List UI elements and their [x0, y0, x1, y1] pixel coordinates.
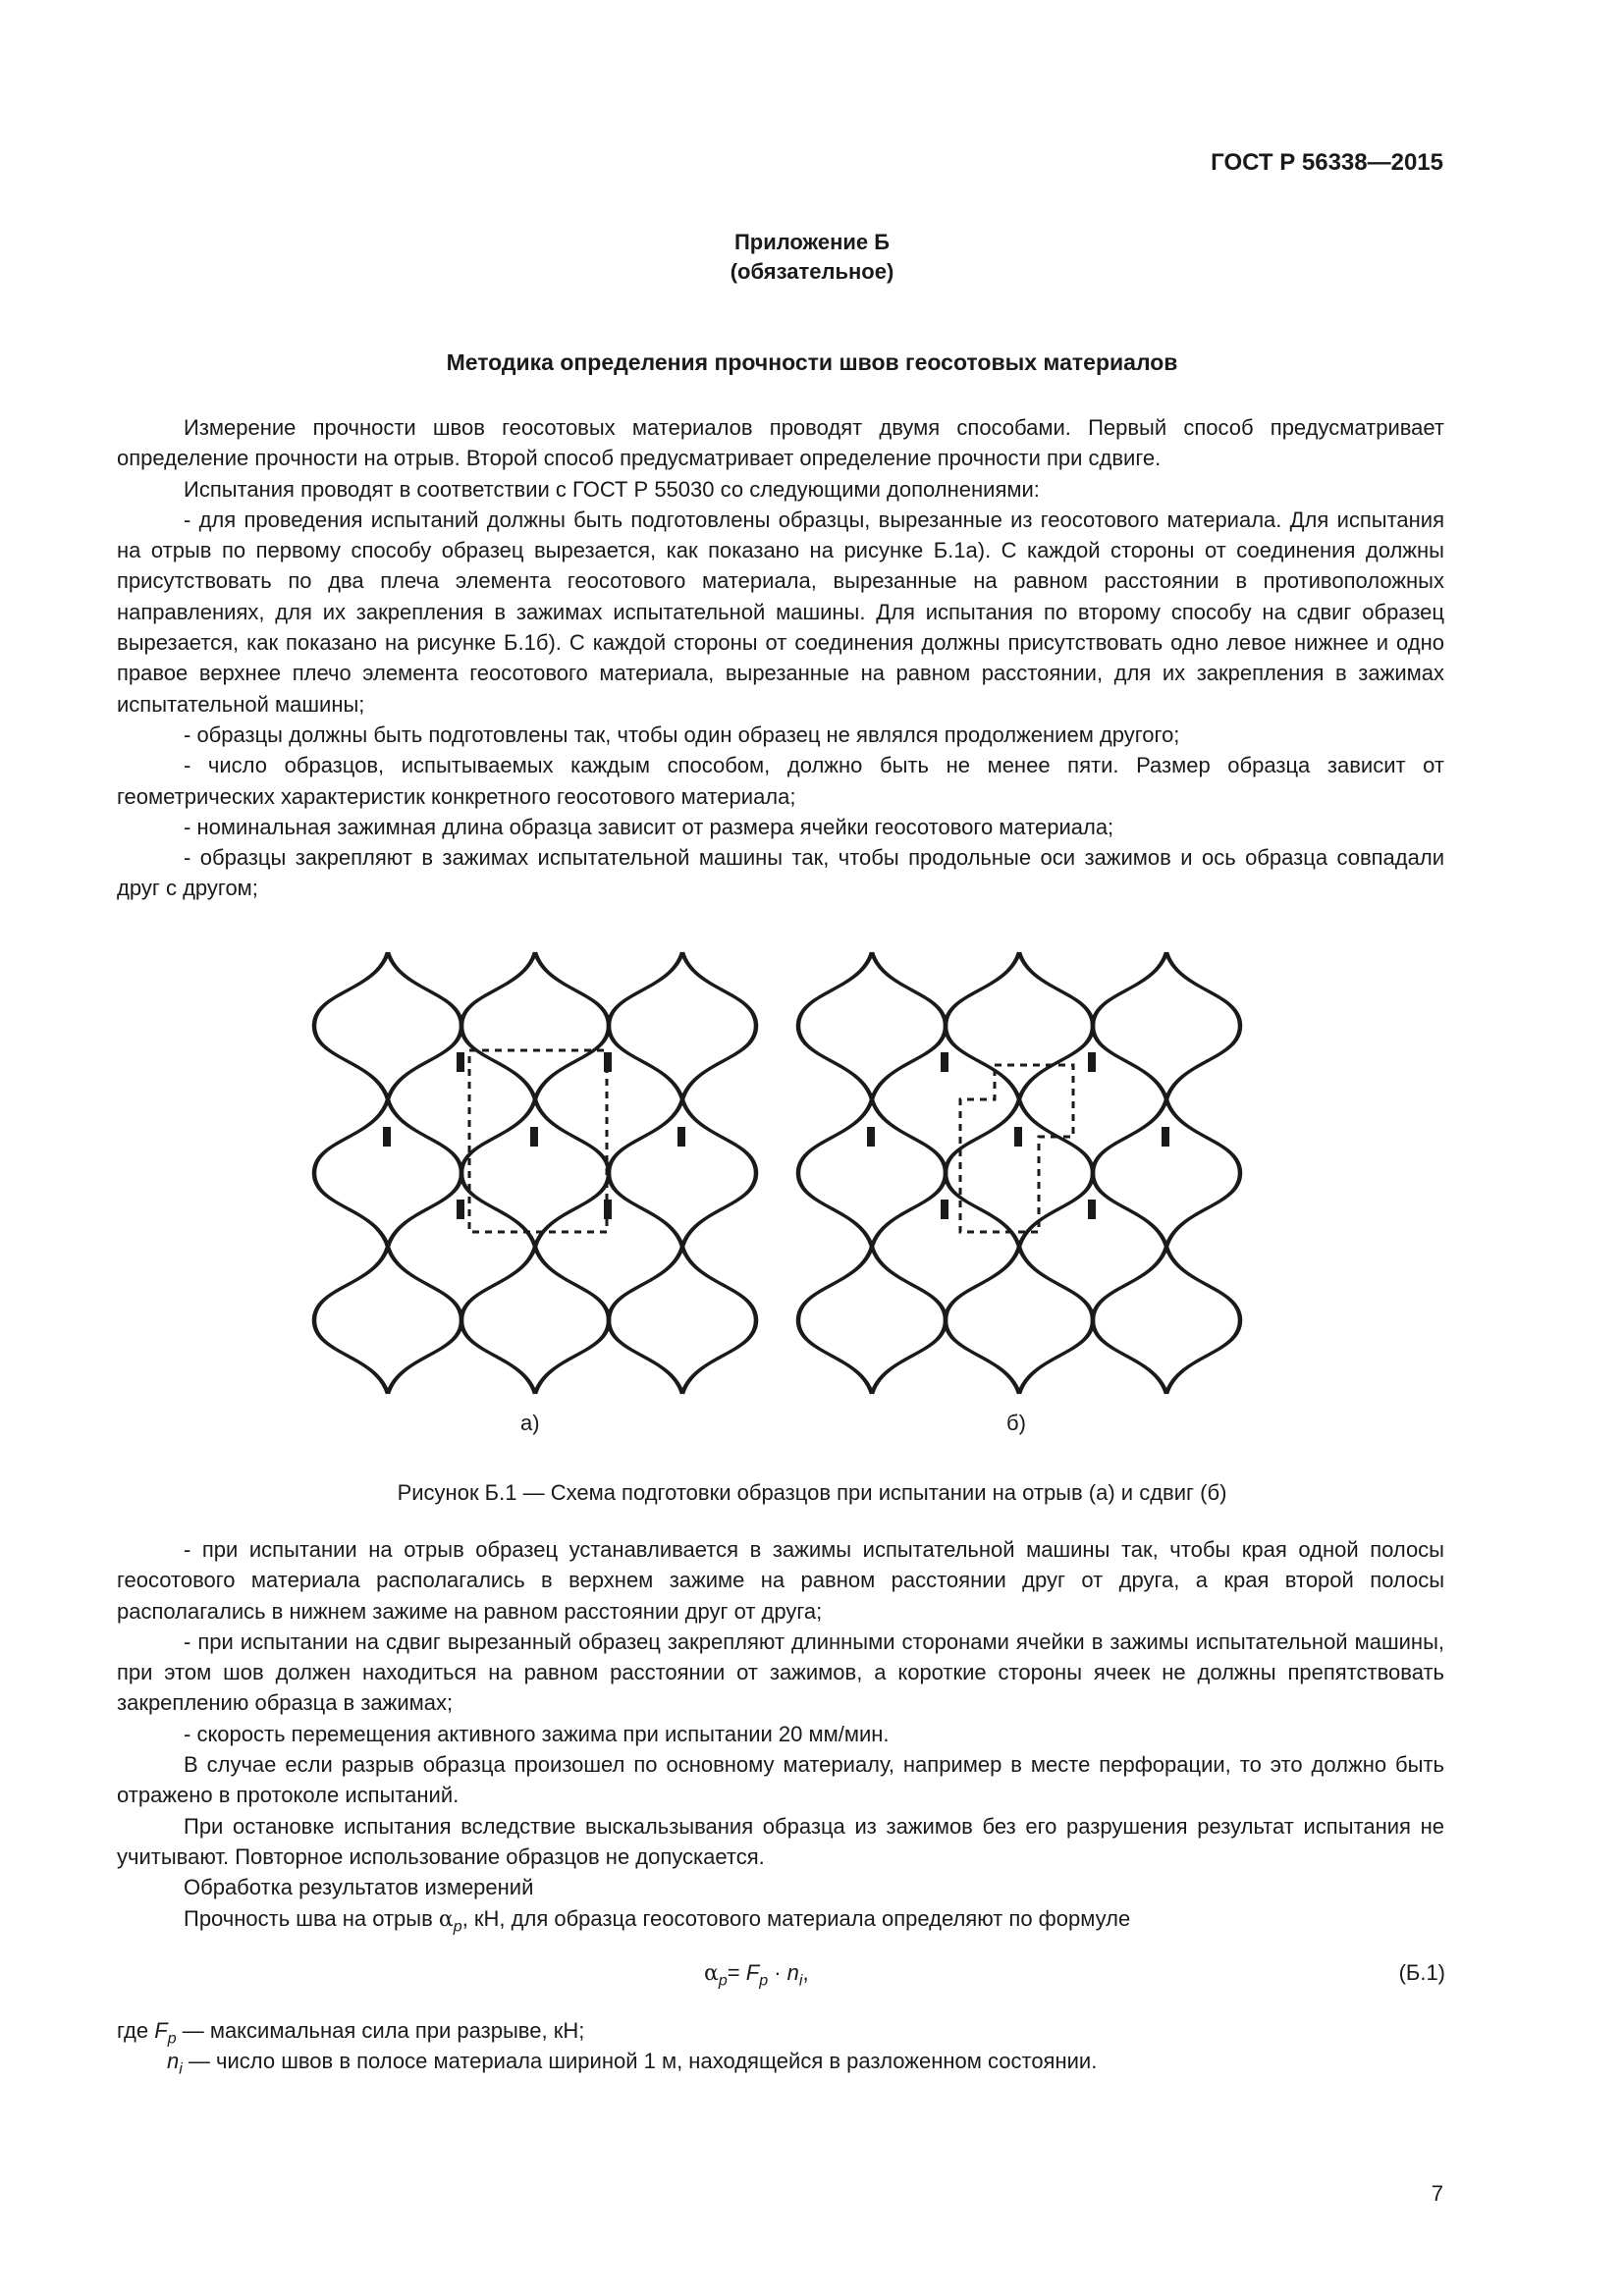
formula-alpha: α [704, 1961, 719, 1986]
text-block-bottom [117, 1534, 1444, 1942]
paragraph: Испытания проводят в соответствии с ГОСТ Р 55030 со следующими дополнениями: [184, 476, 1040, 502]
where-sub-F: р [167, 2030, 177, 2048]
panel-b-mesh [798, 952, 1240, 1394]
appendix-status: (обязательное) [730, 259, 894, 284]
paragraph: - при испытании на сдвиг вырезанный образец закрепляют длинными сторонами ячейки в зажимы испытательной машины, при этом шов должен находиться на равном расстоянии от зажимов, а короткие стороны ячеек не должны препятствовать закреплению образца в зажимах; [117, 1629, 1444, 1716]
alpha-subscript: р [453, 1917, 462, 1935]
formula-F: F [745, 1960, 760, 1985]
formula-number: (Б.1) [1398, 1960, 1445, 1985]
where-text-F: — максимальная сила при разрыве, кН; [176, 2018, 585, 2043]
paragraph: - при испытании на отрыв образец устанавливается в зажимы испытательной машины так, чтобы края одной полосы геосотового материала располагались в верхнем зажиме на равном расстоянии друг от друга, а края второй полосы располагались в нижнем зажиме на равном расстоянии друг от друга; [117, 1537, 1444, 1624]
strength-sentence [117, 1903, 1444, 1943]
formula-end: , [802, 1960, 809, 1985]
panel-a-mesh [314, 952, 756, 1394]
appendix-heading [0, 228, 1624, 287]
where-prefix: где [117, 2018, 155, 2043]
strength-text-before: Прочность шва на отрыв [184, 1905, 439, 1931]
figure-caption: Рисунок Б.1 — Схема подготовки образцов при испытании на отрыв (а) и сдвиг (б) [397, 1480, 1227, 1505]
paragraph: - образцы должны быть подготовлены так, чтобы один образец не являлся продолжением другого; [184, 721, 1180, 747]
formula-n: n [786, 1960, 799, 1985]
document-code: ГОСТ Р 56338—2015 [1211, 149, 1443, 176]
paragraph: - скорость перемещения активного зажима при испытании 20 мм/мин. [184, 1721, 890, 1746]
text-block-top [117, 412, 1444, 904]
formula-alpha-sub: р [718, 1972, 728, 1990]
paragraph: При остановке испытания вследствие выскальзывания образца из зажимов без его разрушения результат испытания не учитывают. Повторное использование образцов не допускается. [117, 1813, 1444, 1869]
paragraph: - для проведения испытаний должны быть подготовлены образцы, вырезанные из геосотового материала. Для испытания на отрыв по первому способу образец вырезается, как показано на рисунке Б.1а). С каждой стороны от соединения должны присутствовать по два плеча элемента геосотового материала, вырезанные на равном расстоянии в противоположных направлениях, для их закрепления в зажимах испытательной машины. Для испытания по второму способу на сдвиг образец вырезается, как показано на рисунке Б.1б). С каждой стороны от соединения должны присутствовать одно левое нижнее и одно правое верхнее плечо элемента геосотового материала, вырезанные на равном расстоянии, для их закрепления в зажимах испытательной машины; [117, 507, 1444, 717]
paragraph: В случае если разрыв образца произошел по основному материалу, например в месте перфорации, то это должно быть отражено в протоколе испытаний. [117, 1752, 1444, 1808]
page-number: 7 [1431, 2181, 1443, 2206]
paragraph: - номинальная зажимная длина образца зависит от размера ячейки геосотового материала; [184, 814, 1114, 839]
appendix-title: Приложение Б [733, 230, 891, 254]
where-sub-n: i [179, 2060, 183, 2078]
where-text-n: — число швов в полосе материала шириной 1 м, находящейся в разложенном состоянии. [182, 2049, 1098, 2073]
figure-label-a: а) [520, 1411, 540, 1435]
formula-b1 [704, 1960, 809, 1990]
paragraph: Измерение прочности швов геосотовых материалов проводят двумя способами. Первый способ предусматривает определение прочности на отрыв. Второй способ предусматривает определение прочности при сдвиге. [117, 415, 1444, 471]
section-title: Методика определения прочности швов геосотовых материалов [446, 349, 1178, 375]
figure-b1 [295, 933, 1276, 1443]
strength-text-after: , кН, для образца геосотового материала определяют по формуле [461, 1905, 1131, 1931]
paragraph: - число образцов, испытываемых каждым способом, должно быть не менее пяти. Размер образца зависит от геометрических характеристик конкретного геосотового материала; [117, 753, 1444, 809]
where-line-n [167, 2046, 1097, 2084]
formula-n-sub: i [798, 1972, 803, 1990]
where-symbol-F: F [154, 2018, 168, 2043]
paragraph: - образцы закрепляют в зажимах испытательной машины так, чтобы продольные оси зажимов и ось образца совпадали друг с другом; [117, 845, 1444, 901]
where-symbol-n: n [167, 2049, 180, 2073]
formula-F-sub: р [759, 1972, 769, 1990]
formula-dot: · [768, 1960, 787, 1985]
figure-label-b: б) [1006, 1411, 1026, 1435]
geocell-diagram [295, 933, 1276, 1443]
paragraph: Обработка результатов измерений [184, 1875, 534, 1900]
formula-eq: = [727, 1960, 746, 1985]
alpha-symbol: α [438, 1906, 454, 1932]
